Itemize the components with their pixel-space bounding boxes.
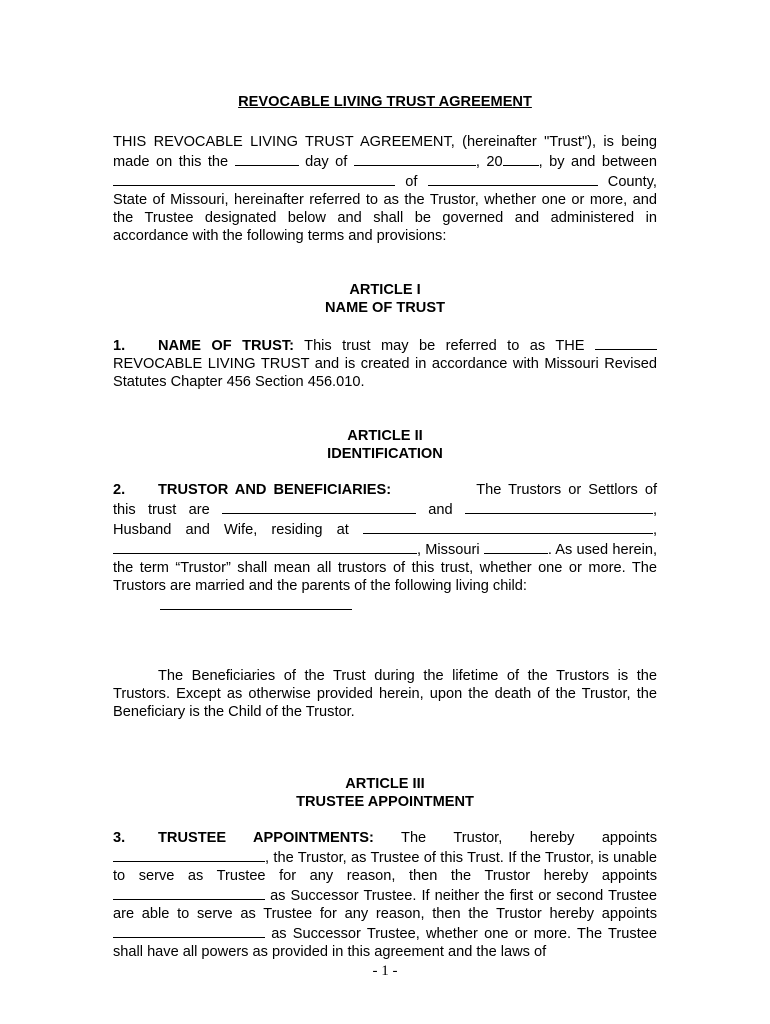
- county-blank[interactable]: [428, 171, 598, 186]
- second-successor-blank[interactable]: [113, 923, 265, 938]
- child-name-blank[interactable]: [160, 609, 352, 610]
- article-1-section: 1. NAME OF TRUST: This trust may be referred to as THE REVOCABLE LIVING TRUST and is created in accordance with Missouri Revised Statutes Chapter 456 Section 456.010.: [113, 335, 657, 391]
- successor-trustee-blank[interactable]: [113, 885, 265, 900]
- document-page: [113, 93, 657, 961]
- article-1-name: NAME OF TRUST: [325, 300, 445, 316]
- article-3-section: 3. TRUSTEE APPOINTMENTS: The Trustor, hereby appoints , the Trustor, as Trustee of this Trust. If the Trustor, is unable to serve as Trustee for any reason, then the Trustor hereby appoints as Successor Trustee. If neither the first or second Trustee are able to serve as Trustee for any reason, then the Trustor hereby appoints as Successor Trustee, whether one or more. The Trustee shall have all powers as provided in this agreement and the laws of: [113, 830, 657, 960]
- document-title: REVOCABLE LIVING TRUST AGREEMENT: [238, 94, 532, 110]
- trustor-name-blank[interactable]: [113, 171, 395, 186]
- article-3-label: ARTICLE III: [345, 776, 425, 792]
- zip-blank[interactable]: [484, 539, 548, 554]
- address-blank[interactable]: [363, 519, 653, 534]
- trustee-blank[interactable]: [113, 847, 265, 862]
- article-2-name: IDENTIFICATION: [327, 446, 443, 462]
- intro-paragraph: THIS REVOCABLE LIVING TRUST AGREEMENT, (hereinafter "Trust"), is being made on this the day of , 20 , by and between of County, State of Missouri, hereinafter referred to as the Trustor, whether one or more, and the Trustee designated below and shall be governed and administered in accordance with the following terms and provisions:: [113, 134, 657, 244]
- article-2-section: 2. TRUSTOR AND BENEFICIARIES: The Trustors or Settlors of this trust are and , Husband and Wife, residing at , , Missouri . As used herein, the term “Trustor” shall mean all trustors of this trust, whether one or more. The Trustors are married and the parents of the following living child:: [113, 482, 658, 594]
- article-2-label: ARTICLE II: [347, 428, 423, 444]
- article-1-label: ARTICLE I: [349, 282, 421, 298]
- beneficiaries-paragraph: The Beneficiaries of the Trust during the lifetime of the Trustors is the Trustors. Except as otherwise provided herein, upon the death of the Trustor, the Beneficiary is the Child of the Trustor.: [113, 668, 657, 720]
- month-blank[interactable]: [354, 151, 476, 166]
- page-number: - 1 -: [372, 963, 398, 979]
- day-blank[interactable]: [235, 151, 299, 166]
- year-blank[interactable]: [503, 151, 539, 166]
- trust-name-blank[interactable]: [595, 335, 657, 350]
- trustor1-blank[interactable]: [222, 499, 416, 514]
- trustor2-blank[interactable]: [465, 499, 653, 514]
- article-3-name: TRUSTEE APPOINTMENT: [296, 794, 474, 810]
- city-blank[interactable]: [113, 539, 417, 554]
